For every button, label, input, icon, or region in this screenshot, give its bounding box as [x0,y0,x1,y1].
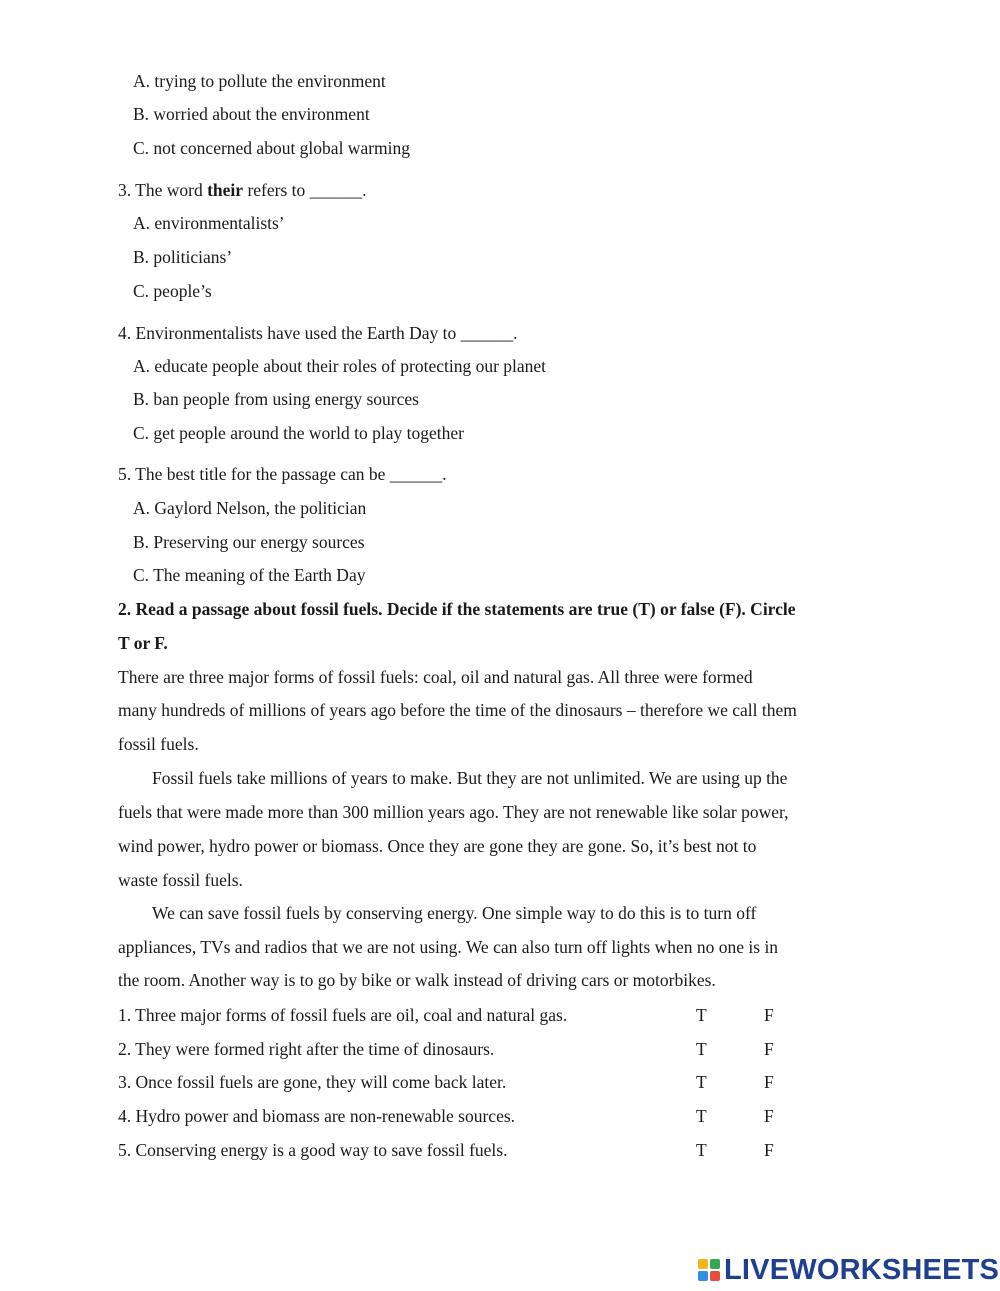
q4-option-a[interactable]: A. educate people about their roles of protecting our planet [133,356,547,376]
passage-line: the room. Another way is to go by bike or walk instead of driving cars or motorbikes. [118,970,716,990]
statement-4-false[interactable]: F [764,1106,774,1126]
passage-line: many hundreds of millions of years ago before the time of the dinosaurs – therefore we call them [118,700,797,720]
statement-text: 3. Once fossil fuels are gone, they will come back later. [118,1072,507,1092]
q2-option-b[interactable]: B. worried about the environment [133,104,370,124]
statement-3-true[interactable]: T [696,1072,707,1092]
logo-square [698,1259,708,1269]
liveworksheets-logo [698,1254,999,1286]
q3-text [118,179,367,201]
statement-text: 5. Conserving energy is a good way to save fossil fuels. [118,1140,508,1160]
brand-name: LIVEWORKSHEETS [724,1253,1000,1286]
statement-5-false[interactable]: F [764,1140,774,1160]
statement-1-true[interactable]: T [696,1005,707,1025]
logo-square [698,1271,708,1281]
q5-text: 5. The best title for the passage can be ______. [118,464,447,484]
passage-line: There are three major forms of fossil fuels: coal, oil and natural gas. All three were formed [118,667,753,687]
statement-2-false[interactable]: F [764,1039,774,1059]
q5-option-a[interactable]: A. Gaylord Nelson, the politician [133,498,367,518]
q2-option-a[interactable]: A. trying to pollute the environment [133,71,386,91]
passage-line: wind power, hydro power or biomass. Once they are gone they are gone. So, it’s best not to [118,836,757,856]
passage-line: fuels that were made more than 300 million years ago. They are not renewable like solar power, [118,802,789,822]
statement-text: 4. Hydro power and biomass are non-renewable sources. [118,1106,516,1126]
q3-text-post: refers to ______. [243,180,367,200]
passage-line: fossil fuels. [118,734,199,754]
section2-heading-line1: 2. Read a passage about fossil fuels. Decide if the statements are true (T) or false (F). Circle [118,599,796,619]
q3-keyword: their [207,180,244,200]
passage-line: We can save fossil fuels by conserving energy. One simple way to do this is to turn off [152,903,757,923]
statement-3-false[interactable]: F [764,1072,774,1092]
statement-text: 1. Three major forms of fossil fuels are oil, coal and natural gas. [118,1005,568,1025]
logo-mark-icon [698,1259,720,1281]
q3-option-b[interactable]: B. politicians’ [133,247,233,267]
statement-5-true[interactable]: T [696,1140,707,1160]
q3-text-pre: 3. The word [118,180,208,200]
q3-option-c[interactable]: C. people’s [133,281,212,301]
q5-option-c[interactable]: C. The meaning of the Earth Day [133,565,366,585]
passage-line: waste fossil fuels. [118,870,243,890]
q3-option-a[interactable]: A. environmentalists’ [133,213,285,233]
logo-square [710,1259,720,1269]
passage-line: appliances, TVs and radios that we are not using. We can also turn off lights when no one is in [118,937,779,957]
q5-option-b[interactable]: B. Preserving our energy sources [133,532,365,552]
passage-line: Fossil fuels take millions of years to make. But they are not unlimited. We are using up the [152,768,788,788]
logo-square [710,1271,720,1281]
q4-option-b[interactable]: B. ban people from using energy sources [133,389,419,409]
q4-option-c[interactable]: C. get people around the world to play together [133,423,464,443]
statement-text: 2. They were formed right after the time of dinosaurs. [118,1039,495,1059]
statement-4-true[interactable]: T [696,1106,707,1126]
q4-text: 4. Environmentalists have used the Earth Day to ______. [118,323,518,343]
section2-heading-line2: T or F. [118,633,168,653]
statement-2-true[interactable]: T [696,1039,707,1059]
q2-option-c[interactable]: C. not concerned about global warming [133,138,411,158]
statement-1-false[interactable]: F [764,1005,774,1025]
